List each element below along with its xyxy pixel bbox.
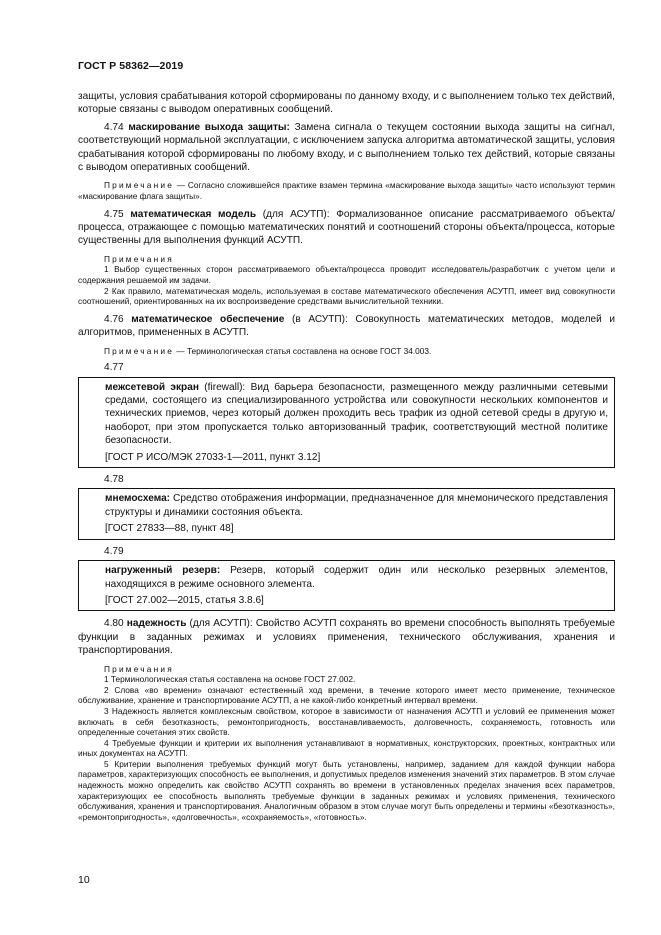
- term-title: надежность: [126, 618, 187, 630]
- term-4-77: межсетевой экран (firewall): Вид барьера безопасности, размещенного между различными сетевыми средами, состоящего из специализированного устройства или совокупности нескольких компонентов и технических приемов, через который должен проходить весь трафик из одной сетевой среды в другую и, наоборот, при этом пропускается только авторизованный трафик, соответствующий местной политике безопасности.: [105, 381, 609, 447]
- notes-label-4-80: Примечания: [104, 663, 174, 674]
- term-4-74: 4.74 маскирование выхода защиты: Замена сигнала о текущем состоянии выхода защиты на сигнал, соответствующий нормальной эксплуатации, с исключением запуска алгоритма автоматической защиты, условия срабатывания которой сформированы по любому входу, и с выполнением только тех действий, которые связаны с выводом оперативных сообщений.: [78, 121, 616, 174]
- term-box-4-77: [78, 377, 615, 468]
- term-4-76: 4.76 математическое обеспечение (в АСУТП): Совокупность математических методов, моделей и алгоритмов, примененных в АСУТП.: [78, 313, 615, 339]
- term-reference: [ГОСТ 27.002—2015, статья 3.8.6]: [105, 594, 264, 606]
- note-4-75-1: 1 Выбор существенных сторон рассматриваемого объекта/процесса проводит исследователь/разработчик с учетом цели и содержания решаемой им задачи.: [78, 264, 615, 286]
- document-header: ГОСТ Р 58362—2019: [78, 60, 184, 72]
- term-title: математическое обеспечение: [131, 313, 285, 325]
- note-4-80-4: 4 Требуемые функции и критерии их выполнения устанавливают в нормативных, конструкторских, проектных, контрактных или иных документах на АСУТП.: [78, 737, 615, 759]
- paragraph-continuation: защиты, условия срабатывания которой сформированы по данному входу, и с выполнением только тех действий, которые связаны с выводом оперативных сообщений.: [78, 91, 615, 116]
- term-reference: [ГОСТ Р ИСО/МЭК 27033-1—2011, пункт 3.12]: [105, 451, 321, 463]
- note-4-80-3: 3 Надежность является комплексным свойством, которое в зависимости от назначения АСУТП и условий ее применения может включать в себя безотказность, ремонтопригодность, восстанавливаемость, долговечность, сохраняемость, готовность или определенные сочетания этих свойств.: [78, 705, 615, 738]
- term-title: нагруженный резерв:: [105, 565, 221, 577]
- page-content: [78, 90, 615, 822]
- notes-label-4-75: Примечания: [104, 253, 174, 264]
- term-reference: [ГОСТ 27833—88, пункт 48]: [105, 523, 234, 535]
- note-label: Примечание: [104, 345, 175, 356]
- note-4-80-1: 1 Терминологическая статья составлена на основе ГОСТ 27.002.: [104, 674, 356, 685]
- note-4-75-2: 2 Как правило, математическая модель, используемая в составе математического обеспечения АСУТП, имеет вид совокупности соотношений, ориентированных на их воспроизведение средствами вычислительной техники.: [78, 285, 615, 307]
- term-title: маскирование выхода защиты:: [128, 121, 290, 133]
- term-box-4-79: [78, 560, 615, 611]
- term-number-4-77: 4.77: [104, 362, 124, 374]
- note-4-74: Примечание — Согласно сложившейся практике взамен термина «маскирование выхода защиты» часто используют термин «маскирование флага защиты».: [78, 180, 615, 202]
- note-4-80-5: 5 Критерии выполнения требуемых функций могут быть установлены, например, заданием для каждой функции набора параметров, характеризующих способность ее выполнения, и допустимых пределов изменения значений этих параметров. В этом случае надежность можно определить как свойство АСУТП сохранять во времени в установленных пределах значения всех параметров, характеризующих ее способность выполнять требуемые функции в заданных режимах и условиях применения, технического обслуживания, хранения и транспортирования. Аналогичным образом в этом случае могут быть определены и термины «безотказность», «ремонтопригодность», «долговечность», «сохраняемость», «готовность».: [78, 758, 615, 822]
- term-4-75: 4.75 математическая модель (для АСУТП): Формализованное описание рассматриваемого объекта/процесса, отражающее с помощью математических понятий и соотношений стороны объекта/процесса, которые существенны для выполнения функций АСУТП.: [78, 208, 615, 247]
- term-4-78: мнемосхема: Средство отображения информации, предназначенное для мнемонического представления структуры и динамики состояния объекта.: [105, 493, 608, 518]
- note-label: Примечание: [104, 180, 175, 191]
- note-4-76: Примечание — Терминологическая статья составлена на основе ГОСТ 34.003.: [104, 345, 432, 356]
- term-box-4-78: [78, 488, 615, 539]
- term-number-4-78: 4.78: [104, 474, 124, 486]
- page-number: 10: [78, 874, 90, 886]
- term-title: межсетевой экран: [105, 381, 199, 393]
- term-4-79: нагруженный резерв: Резерв, который содержит один или несколько резервных элементов, находящихся в режиме основного элемента.: [105, 565, 609, 590]
- term-title: математическая модель: [130, 208, 257, 220]
- term-4-80: 4.80 надежность (для АСУТП): Свойство АСУТП сохранять во времени способность выполнять требуемые функции в заданных режимах и условиях применения, технического обслуживания, хранения и транспортирования.: [78, 618, 616, 657]
- term-title: мнемосхема:: [105, 493, 171, 505]
- note-4-80-2: 2 Слова «во времени» означают естественный ход времени, в течение которого имеет место применение, техническое обслуживание, хранение и транспортирование АСУТП, а не какой-либо конкретный интервал времени.: [78, 684, 615, 706]
- term-number-4-79: 4.79: [104, 545, 124, 557]
